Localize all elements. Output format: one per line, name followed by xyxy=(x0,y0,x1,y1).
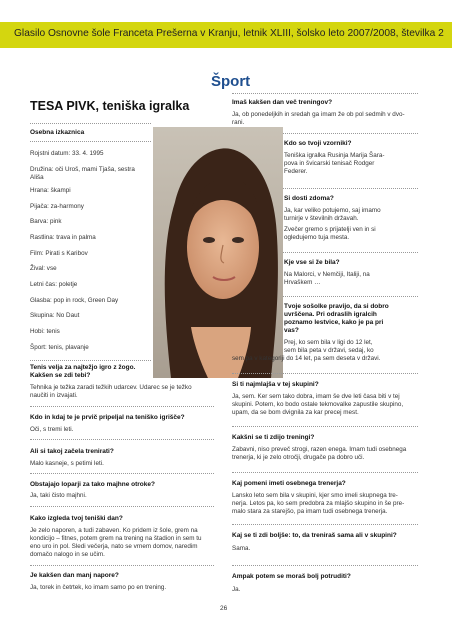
answer: Je zelo naporen, a tudi zabaven. Ko pridem iz šole, grem na xyxy=(30,527,198,534)
divider xyxy=(232,373,418,374)
divider xyxy=(30,360,151,361)
answer: upam, da se bom dvignila za kar precej mest. xyxy=(232,409,359,416)
id-card-birthdate: Rojstni datum: 33. 4. 1995 xyxy=(30,150,104,157)
id-card-music: Glasba: pop in rock, Green Day xyxy=(30,297,119,304)
answer: Malo kasneje, s petimi leti. xyxy=(30,460,104,467)
answer: domačo nalogo in se učim. xyxy=(30,551,105,558)
question: Si ti najmlajša v tej skupini? xyxy=(232,381,319,388)
id-card-hobby: Hobi: tenis xyxy=(30,328,60,335)
id-card-season: Letni čas: poletje xyxy=(30,281,78,288)
answer: Tehnika je težka zaradi težkih udarcev. Udarec se je težko xyxy=(30,384,192,391)
answer: Zvečer gremo s prijatelji ven in si xyxy=(284,226,376,233)
divider xyxy=(232,565,418,566)
answer: kondicijo – fitnes, potem grem na trening na štadion in sem tu xyxy=(30,535,202,542)
answer: naučiti in izvajati. xyxy=(30,392,78,399)
divider xyxy=(30,565,214,566)
section-title: Šport xyxy=(211,73,251,90)
question: Kakšen se zdi tebi? xyxy=(30,372,91,379)
id-card-heading: Osebna izkaznica xyxy=(30,129,85,136)
question: Kakšni se ti zdijo treningi? xyxy=(232,434,315,441)
divider xyxy=(232,426,418,427)
answer: malo stara za starejšo, pa imam tudi osebnega trenerja. xyxy=(232,508,388,515)
id-card-drink: Pijača: za-harmony xyxy=(30,203,84,210)
question: Kaj se ti zdi boljše: to, da treniraš sama ali v skupini? xyxy=(232,532,397,539)
answer: Ja, torek in četrtek, ko imam samo po en trening. xyxy=(30,584,167,591)
divider xyxy=(283,188,418,189)
answer: nerja. Letos pa, ko sem predobra za mlajšo skupino in še pre- xyxy=(232,500,405,507)
answer: sem bila peta v državi, sedaj, ko xyxy=(284,347,374,354)
divider xyxy=(30,141,151,142)
question: Si dosti zdoma? xyxy=(284,195,334,202)
id-card-band: Skupina: No Daut xyxy=(30,312,80,319)
answer: pova in švicarski tenisač Rodger xyxy=(284,160,375,167)
id-card-film: Film: Pirati s Karibov xyxy=(30,250,88,257)
answer: Hrvaškem … xyxy=(284,279,321,286)
question: Tenis velja za najtežjo igro z žogo. xyxy=(30,364,136,371)
answer: Teniška igralka Rusinja Marija Šara- xyxy=(284,152,385,159)
answer: turnirje v številnih državah. xyxy=(284,215,359,222)
question: Ali si takoj začela trenirati? xyxy=(30,448,114,455)
answer: Na Malorci, v Nemčiji, Italiji, na xyxy=(284,271,370,278)
question: Kako izgleda tvoj teniški dan? xyxy=(30,515,123,522)
article-title: TESA PIVK, teniška igralka xyxy=(30,99,190,113)
divider xyxy=(30,406,214,407)
header-text: Glasilo Osnovne šole Franceta Prešerna v Kranju, letnik XLIII, šolsko leto 2007/2008, številka 2 xyxy=(14,28,444,39)
answer: Ja, sem. Ker sem tako dobra, imam še dve leti časa biti v tej xyxy=(232,393,400,400)
answer: sem pa v kategoriji do 14 let, pa sem deseta v državi. xyxy=(232,355,381,362)
id-card-color: Barva: pink xyxy=(30,218,62,225)
question: Ampak potem se moraš bolj potruditi? xyxy=(232,573,351,580)
answer: Ja, kar veliko potujemo, saj imamo xyxy=(284,207,381,214)
question: poznamo lestvice, kako je pa pri xyxy=(284,319,384,326)
question: Je kakšen dan manj napore? xyxy=(30,572,119,579)
question: Kdo so tvoji vzorniki? xyxy=(284,140,352,147)
id-card-plant: Rastlina: trava in palma xyxy=(30,234,96,241)
id-card-animal: Žival: vse xyxy=(30,265,57,272)
question: Kaj pomeni imeti osebnega trenerja? xyxy=(232,480,346,487)
answer: Ja, taki čisto majhni. xyxy=(30,492,87,499)
divider xyxy=(232,472,418,473)
answer: Ja. xyxy=(232,586,241,593)
divider xyxy=(283,252,418,253)
id-card-food: Hrana: škampi xyxy=(30,187,71,194)
answer: Ja, ob ponedeljkih in sredah ga imam že ob pol sedmih v dvo- xyxy=(232,111,405,118)
answer: Lansko leto sem bila v skupini, kjer smo imeli skupnega tre- xyxy=(232,492,398,499)
answer: Oči, s tremi leti. xyxy=(30,426,74,433)
question: Imaš kakšen dan več treningov? xyxy=(232,99,333,106)
divider xyxy=(30,439,214,440)
answer: rani. xyxy=(232,119,245,126)
divider xyxy=(232,93,418,94)
answer: Zabavni, niso preveč strogi, razen enega. Imam tudi osebnega xyxy=(232,446,407,453)
question: Kje vse si že bila? xyxy=(284,259,340,266)
page-number: 26 xyxy=(220,605,228,612)
divider xyxy=(30,123,151,124)
question: Tvoje sošolke pravijo, da si dobro xyxy=(284,303,389,310)
answer: Prej, ko sem bila v ligi do 12 let, xyxy=(284,339,373,346)
id-card-family: Družina: oči Uroš, mami Tjaša, sestra xyxy=(30,166,135,173)
question: Kdo in kdaj te je prvič pripeljal na teniško igrišče? xyxy=(30,414,185,421)
divider xyxy=(30,473,214,474)
divider xyxy=(283,133,418,134)
answer: Federer. xyxy=(284,168,308,175)
divider xyxy=(283,296,418,297)
id-card-family: Ališa xyxy=(30,174,44,181)
answer: eno uro in pol. Sledi večerja, nato se vrnem domov, naredim xyxy=(30,543,198,550)
id-card-sport: Šport: tenis, plavanje xyxy=(30,344,89,351)
answer: trenerja, ki je zelo otročji, drugače pa dobro uči. xyxy=(232,454,365,461)
portrait-photo xyxy=(153,127,283,378)
divider xyxy=(232,524,418,525)
answer: Sama. xyxy=(232,545,251,552)
answer: skupini. Potem, ko bodo ostale tekmovalke zapustile skupino, xyxy=(232,401,404,408)
answer: ogledujemo tuja mesta. xyxy=(284,234,350,241)
question: Obstajajo loparji za tako majhne otroke? xyxy=(30,481,155,488)
question: uvrščena. Pri odraslih igralcih xyxy=(284,311,377,318)
question: vas? xyxy=(284,327,299,334)
divider xyxy=(30,506,214,507)
